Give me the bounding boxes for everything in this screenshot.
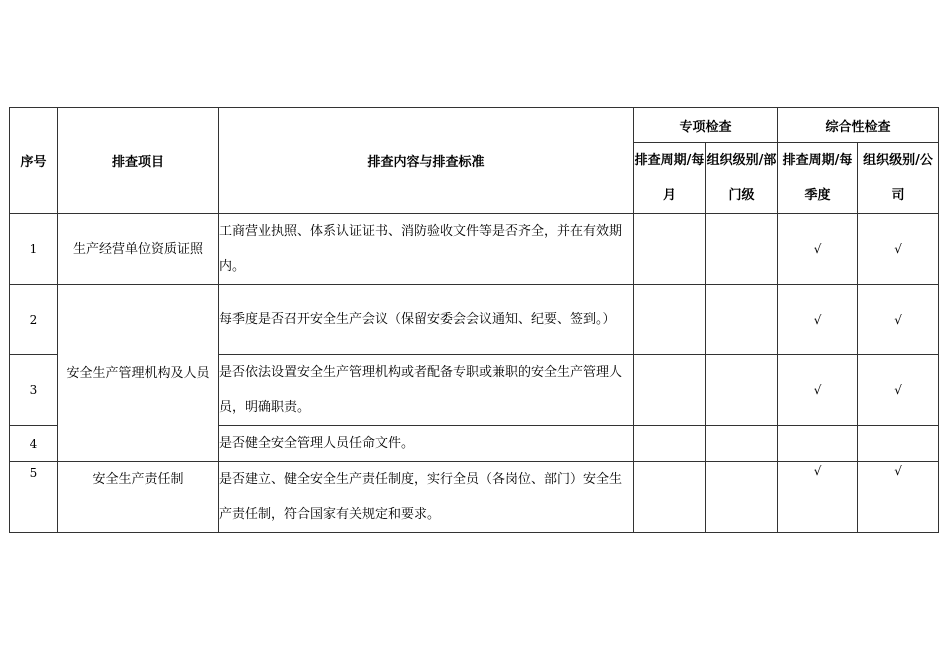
- header-content: 排查内容与排查标准: [219, 108, 634, 214]
- row-comp-period-check: √: [778, 214, 858, 285]
- row-comp-level-check: [858, 426, 939, 462]
- row-content: 是否建立、健全安全生产责任制度，实行全员（各岗位、部门）安全生产责任制，符合国家有关规定和要求。: [219, 462, 634, 533]
- row-special-period: [634, 285, 706, 355]
- row-comp-period-check: √: [778, 355, 858, 426]
- header-seq: 序号: [10, 108, 58, 214]
- header-comprehensive-check: 综合性检查: [778, 108, 939, 143]
- header-comp-level: 组织级别/公司: [858, 143, 939, 214]
- row-comp-period-check: √: [778, 462, 858, 533]
- row-special-level: [706, 426, 778, 462]
- row-content: 是否健全安全管理人员任命文件。: [219, 426, 634, 462]
- row-special-level: [706, 462, 778, 533]
- row-special-period: [634, 462, 706, 533]
- row-item: 安全生产管理机构及人员: [58, 285, 219, 462]
- row-seq: 3: [10, 355, 58, 426]
- row-special-period: [634, 426, 706, 462]
- row-content: 是否依法设置安全生产管理机构或者配备专职或兼职的安全生产管理人员，明确职责。: [219, 355, 634, 426]
- header-special-check: 专项检查: [634, 108, 778, 143]
- header-comp-period: 排查周期/每季度: [778, 143, 858, 214]
- table-row: [10, 214, 939, 285]
- row-comp-level-check: √: [858, 214, 939, 285]
- row-special-level: [706, 214, 778, 285]
- row-content: 每季度是否召开安全生产会议（保留安委会会议通知、纪要、签到。）: [219, 285, 634, 355]
- header-special-period: 排查周期/每月: [634, 143, 706, 214]
- row-comp-level-check: √: [858, 285, 939, 355]
- row-comp-level-check: √: [858, 462, 939, 533]
- row-special-level: [706, 285, 778, 355]
- row-seq: 1: [10, 214, 58, 285]
- inspection-table: [9, 107, 939, 533]
- row-seq: 2: [10, 285, 58, 355]
- row-special-level: [706, 355, 778, 426]
- row-seq: 4: [10, 426, 58, 462]
- header-item: 排查项目: [58, 108, 219, 214]
- row-content: 工商营业执照、体系认证证书、消防验收文件等是否齐全，并在有效期内。: [219, 214, 634, 285]
- table-row: [10, 462, 939, 533]
- row-comp-period-check: √: [778, 285, 858, 355]
- row-special-period: [634, 355, 706, 426]
- row-seq: 5: [10, 462, 58, 533]
- row-special-period: [634, 214, 706, 285]
- row-item: 安全生产责任制: [58, 462, 219, 533]
- row-comp-level-check: √: [858, 355, 939, 426]
- header-special-level: 组织级别/部门级: [706, 143, 778, 214]
- row-item: 生产经营单位资质证照: [58, 214, 219, 285]
- table-row: [10, 285, 939, 355]
- row-comp-period-check: [778, 426, 858, 462]
